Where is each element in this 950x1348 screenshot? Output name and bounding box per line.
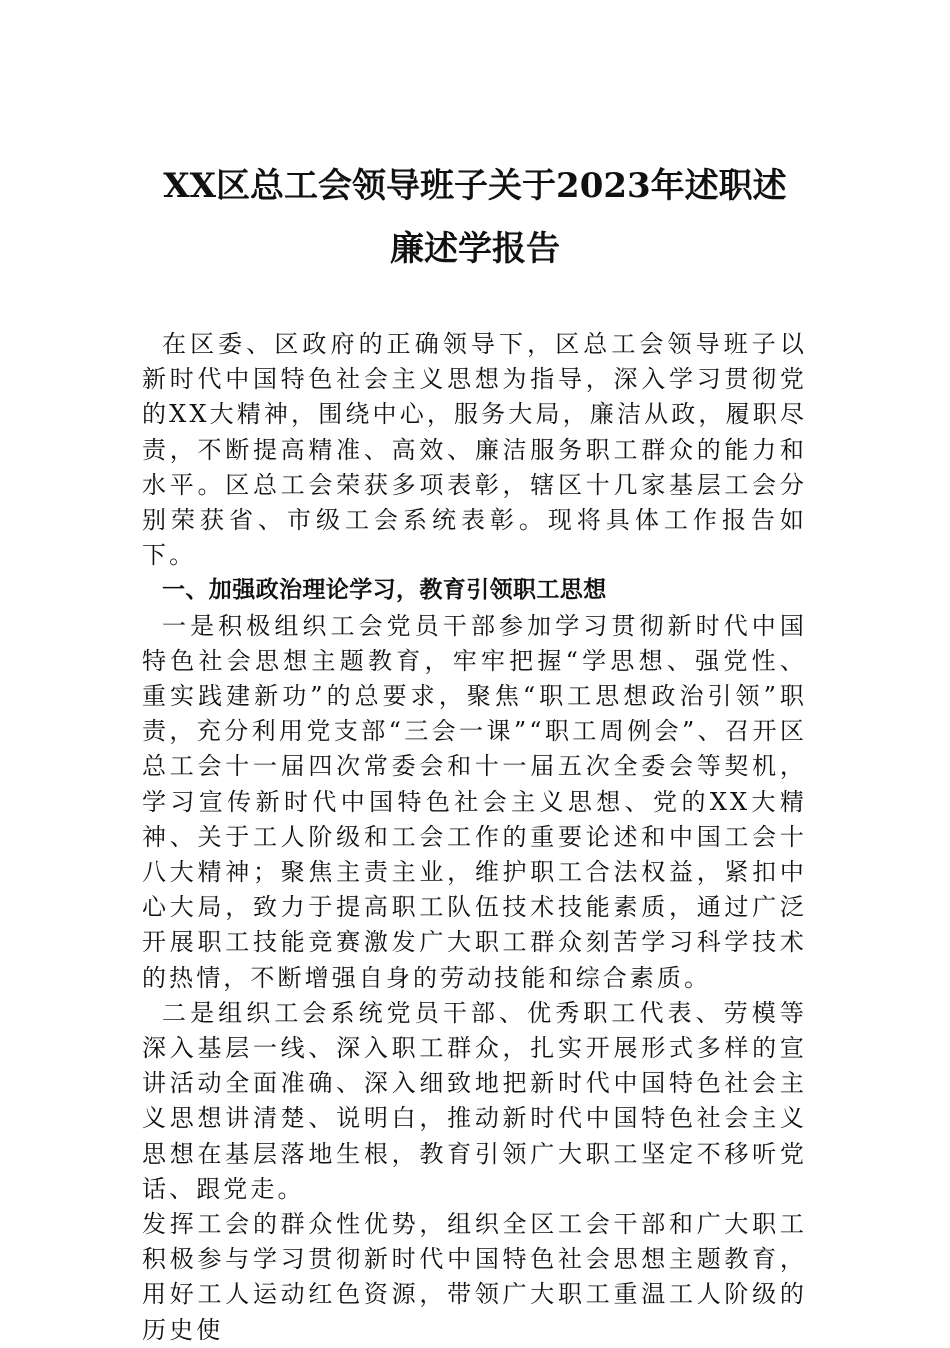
body-paragraph-2: 二是组织工会系统党员干部、优秀职工代表、劳模等深入基层一线、深入职工群众，扎实开展形式多样的宣讲活动全面准确、深入细致地把新时代中国特色社会主义思想讲清楚、说明白，推动新时代中国特色社会主义思想在基层落地生根，教育引领广大职工坚定不移听党话、跟党走。	[142, 998, 807, 1203]
section-heading-1: 一、加强政治理论学习，教育引领职工思想	[162, 577, 607, 604]
body-paragraph-1: 一是积极组织工会党员干部参加学习贯彻新时代中国特色社会思想主题教育，牢牢把握“学思想、强党性、重实践建新功”的总要求，聚焦“职工思想政治引领”职责，充分利用党支部“三会一课”“职工周例会”、召开区总工会十一届四次常委会和十一届五次全委会等契机，学习宣传新时代中国特色社会主义思想、党的XX大精神、关于工人阶级和工会工作的重要论述和中国工会十八大精神；聚焦主责主业，维护职工合法权益，紧扣中心大局，致力于提高职工队伍技术技能素质，通过广泛开展职工技能竞赛激发广大职工群众刻苦学习科学技术的热情，不断增强自身的劳动技能和综合素质。	[142, 611, 807, 992]
body-paragraph-3: 发挥工会的群众性优势，组织全区工会干部和广大职工积极参与学习贯彻新时代中国特色社会思想主题教育，用好工人运动红色资源，带领广大职工重温工人阶级的历史使	[142, 1210, 807, 1344]
document-body	[142, 327, 807, 1348]
intro-paragraph: 在区委、区政府的正确领导下，区总工会领导班子以新时代中国特色社会主义思想为指导，深入学习贯彻党的XX大精神，围绕中心，服务大局，廉洁从政，履职尽责，不断提高精准、高效、廉洁服务职工群众的能力和水平。区总工会荣获多项表彰，辖区十几家基层工会分别荣获省、市级工会系统表彰。现将具体工作报告如下。	[142, 330, 807, 570]
document-title-line-2: 廉述学报告	[390, 229, 560, 269]
document-title-line-1: XX区总工会领导班子关于2023年述职述	[163, 166, 787, 206]
